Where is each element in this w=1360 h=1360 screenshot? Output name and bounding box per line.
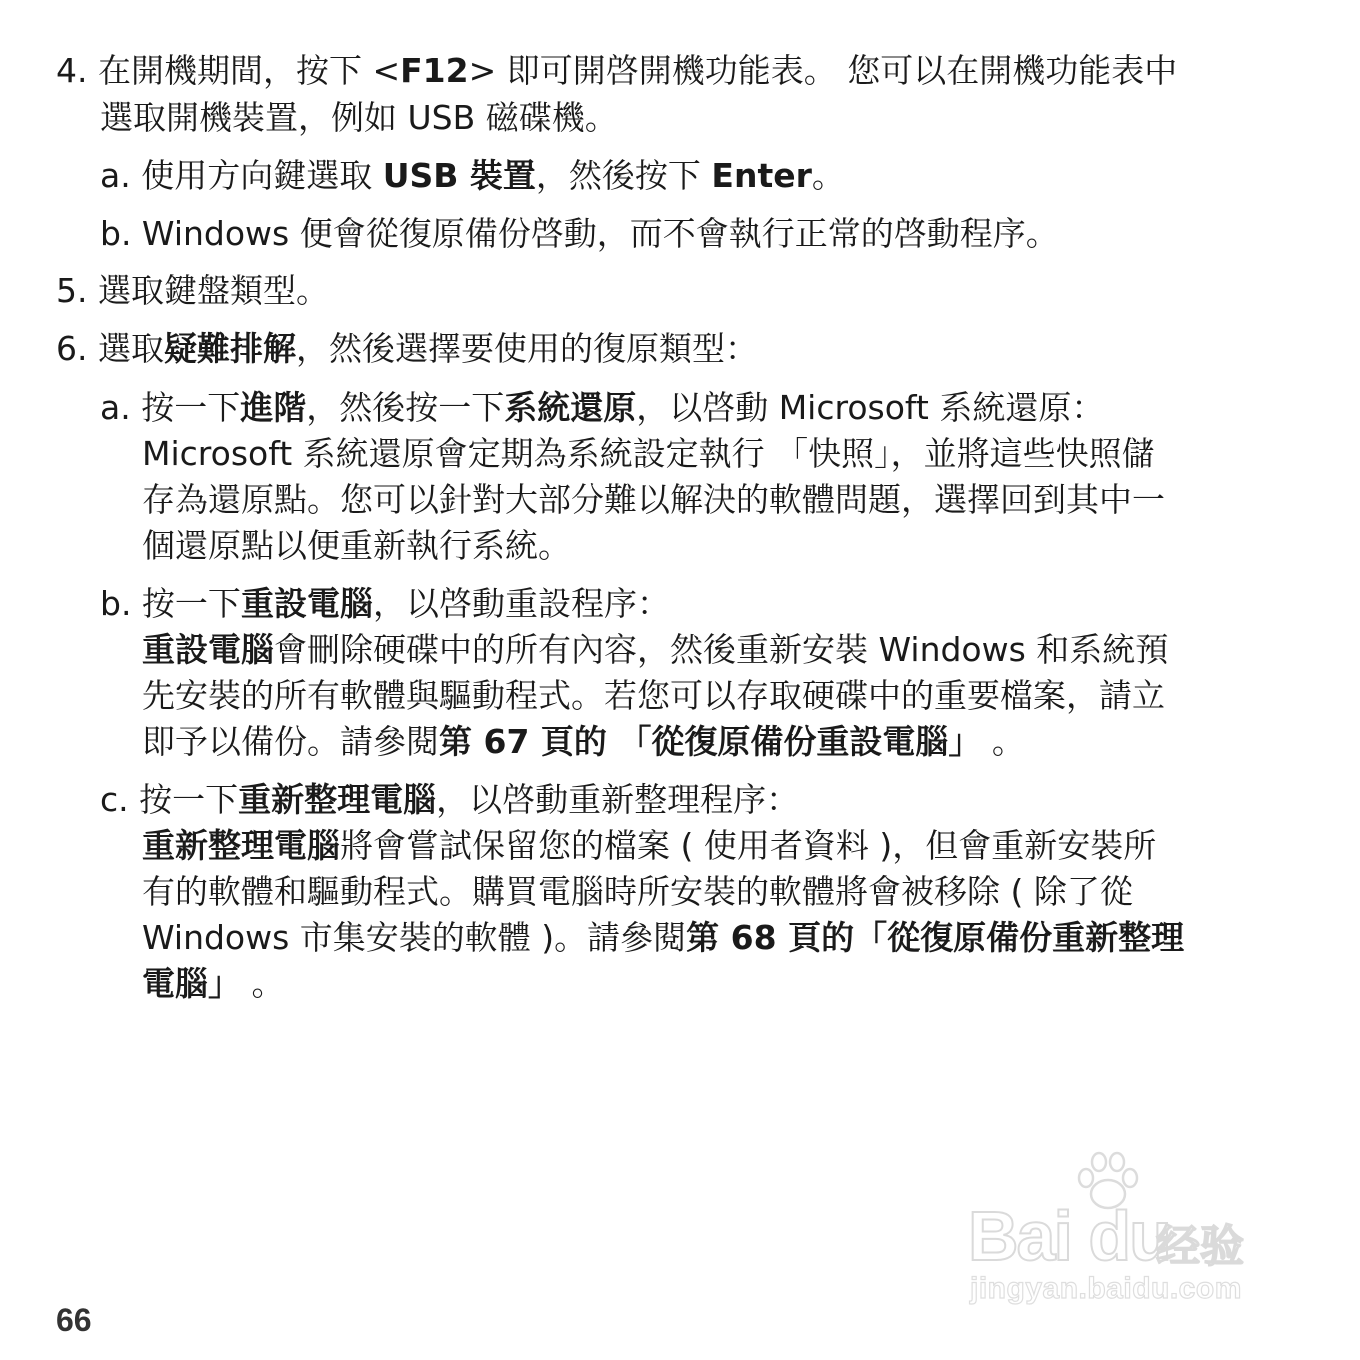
step-5 <box>56 268 329 314</box>
baidu-jingyan-watermark <box>960 1150 1290 1320</box>
bold-text: Enter <box>711 156 812 195</box>
bold-text: 系統還原 <box>504 388 637 427</box>
watermark-sub: 经验 <box>1156 1221 1244 1272</box>
step-6b-line-3 <box>142 673 1304 719</box>
text-run: 。 <box>811 156 845 195</box>
bold-text: 疑難排解 <box>163 329 296 368</box>
step-6c-line-4 <box>142 915 1304 961</box>
bold-text: 電腦」 <box>142 964 241 1003</box>
text-run: b. Windows 便會從復原備份啓動，而不會執行正常的啓動程序。 <box>100 214 1059 253</box>
text-run: 即予以備份。請參閱 <box>142 722 439 761</box>
text-run: a. 按一下 <box>100 388 241 427</box>
text-run: 先安裝的所有軟體與驅動程式。若您可以存取硬碟中的重要檔案，請立 <box>142 676 1165 715</box>
step-6b-line-4 <box>142 719 1025 765</box>
text-run: a. 使用方向鍵選取 <box>100 156 383 195</box>
step-4-line-2 <box>100 95 618 141</box>
watermark-url: jingyan.baidu.com <box>970 1272 1242 1305</box>
step-6a-line-2 <box>142 431 1304 477</box>
bold-text: 第 67 頁的 「從復原備份重設電腦」 <box>439 722 982 761</box>
text-run: ，以啓動 Microsoft 系統還原： <box>636 388 1105 427</box>
step-6a-line-3 <box>142 477 1304 523</box>
step-6c-line-5 <box>142 961 285 1007</box>
bold-text: 進階 <box>240 388 307 427</box>
bold-text: F12 <box>400 51 469 90</box>
bold-text: 重新整理電腦 <box>238 780 437 819</box>
step-4-line-1 <box>56 48 1306 94</box>
text-run: Windows 市集安裝的軟體 )。請參閱 <box>142 918 687 957</box>
page-number: 66 <box>56 1302 92 1338</box>
bold-text: USB 裝置 <box>382 156 536 195</box>
text-run: 5. 選取鍵盤類型。 <box>56 271 329 310</box>
text-run: 4. 在開機期間，按下 < <box>56 51 401 90</box>
text-run: 個還原點以便重新執行系統。 <box>142 526 571 565</box>
text-run: ，以啓動重設程序： <box>372 584 670 623</box>
bold-text: 重設電腦 <box>240 584 373 623</box>
text-run: ，然後按下 <box>535 156 712 195</box>
text-run: 存為還原點。您可以針對大部分難以解決的軟體問題，選擇回到其中一 <box>142 480 1165 519</box>
bold-text: 重設電腦 <box>142 630 274 669</box>
text-run: 會刪除硬碟中的所有內容，然後重新安裝 Windows 和系統預 <box>274 630 1169 669</box>
step-6a-line-1 <box>100 385 1104 431</box>
step-6b-line-1 <box>100 581 670 627</box>
text-run: 。 <box>981 722 1025 761</box>
text-run: c. 按一下 <box>100 780 239 819</box>
text-run: 有的軟體和驅動程式。購買電腦時所安裝的軟體將會被移除 ( 除了從 <box>142 872 1133 911</box>
step-6 <box>56 326 758 372</box>
watermark-brand: Bai du <box>968 1197 1170 1275</box>
text-run: 。 <box>241 964 285 1003</box>
step-6b-line-2 <box>142 627 1304 673</box>
text-run: Microsoft 系統還原會定期為系統設定執行 「快照」，並將這些快照儲 <box>142 434 1155 473</box>
text-run: ，以啓動重新整理程序： <box>436 780 800 819</box>
text-run: > 即可開啓開機功能表。 您可以在開機功能表中 <box>468 51 1178 90</box>
step-6a-line-4 <box>142 523 571 569</box>
text-run: 將會嘗試保留您的檔案 ( 使用者資料 )，但會重新安裝所 <box>340 826 1157 865</box>
step-6c-line-2 <box>142 823 1304 869</box>
step-6c-line-1 <box>100 777 799 823</box>
step-4b <box>100 211 1059 257</box>
step-6c-line-3 <box>142 869 1304 915</box>
text-run: 6. 選取 <box>56 329 164 368</box>
bold-text: 第 68 頁的「從復原備份重新整理 <box>686 918 1185 957</box>
text-run: b. 按一下 <box>100 584 241 623</box>
text-run: ，然後選擇要使用的復原類型： <box>295 329 758 368</box>
text-run: 選取開機裝置，例如 USB 磁碟機。 <box>100 98 618 137</box>
step-4a <box>100 153 845 199</box>
bold-text: 重新整理電腦 <box>142 826 340 865</box>
text-run: ，然後按一下 <box>306 388 505 427</box>
